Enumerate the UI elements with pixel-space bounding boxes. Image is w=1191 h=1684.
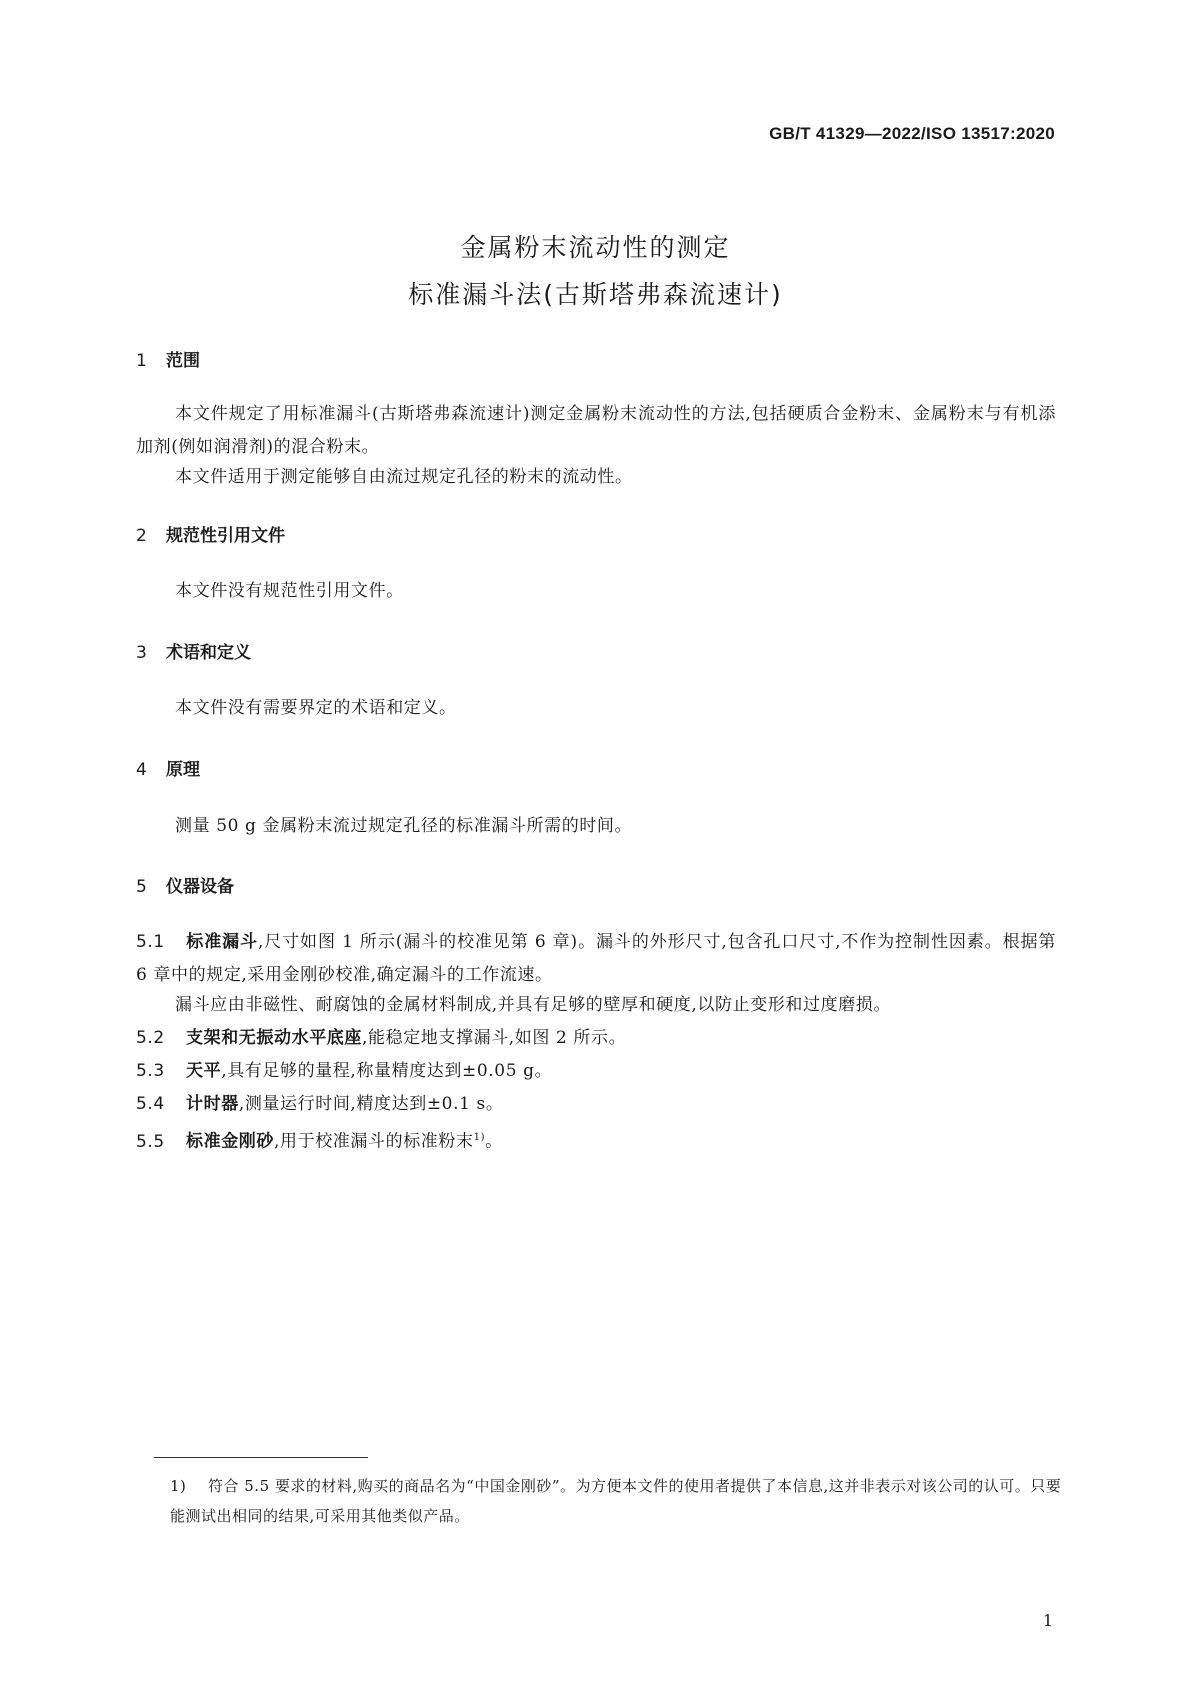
paragraph-principle: 测量 50 g 金属粉末流过规定孔径的标准漏斗所需的时间。 — [175, 816, 633, 836]
item-text: ,具有足够的量程,称量精度达到±0.05 g。 — [221, 1061, 553, 1081]
section-number: 2 — [136, 526, 147, 546]
item-5-2 — [136, 1022, 1056, 1055]
item-number: 5.4 — [136, 1094, 165, 1114]
standard-code: GB/T 41329—2022/ISO 13517:2020 — [769, 124, 1055, 143]
section-title: 范围 — [166, 351, 200, 371]
section-title: 规范性引用文件 — [166, 526, 285, 546]
section-number: 4 — [136, 760, 147, 780]
item-5-1 — [136, 926, 1056, 992]
item-5-5 — [136, 1121, 1056, 1159]
paragraph-scope-1: 本文件规定了用标准漏斗(古斯塔弗森流速计)测定金属粉末流动性的方法,包括硬质合金粉末、金属粉末与有机添加剂(例如润滑剂)的混合粉末。 — [136, 404, 1056, 457]
item-term: 标准漏斗 — [186, 932, 258, 952]
item-term: 支架和无振动水平底座 — [186, 1028, 362, 1048]
section-heading-1 — [136, 346, 200, 371]
page-number: 1 — [1042, 1611, 1053, 1630]
item-term: 标准金刚砂 — [186, 1131, 274, 1152]
section-number: 5 — [136, 877, 147, 897]
section-heading-2 — [136, 521, 285, 546]
document-title-line-2: 标准漏斗法(古斯塔弗森流速计) — [408, 280, 783, 309]
paragraph-terms: 本文件没有需要界定的术语和定义。 — [175, 698, 457, 718]
paragraph-item-5-1: 漏斗应由非磁性、耐腐蚀的金属材料制成,并具有足够的壁厚和硬度,以防止变形和过度磨损。 — [175, 995, 892, 1015]
footnote — [170, 1471, 1070, 1531]
section-title: 术语和定义 — [166, 643, 251, 663]
item-number: 5.3 — [136, 1061, 165, 1081]
item-text: ,尺寸如图 1 所示(漏斗的校准见第 6 章)。漏斗的外形尺寸,包含孔口尺寸,不作为控制性因素。根据第 6 章中的规定,采用金刚砂校准,确定漏斗的工作流速。 — [136, 932, 1056, 985]
paragraph-scope-2: 本文件适用于测定能够自由流过规定孔径的粉末的流动性。 — [175, 467, 633, 487]
section-number: 1 — [136, 351, 147, 371]
section-heading-5 — [136, 872, 234, 897]
item-term: 天平 — [186, 1061, 222, 1081]
footnote-divider — [154, 1457, 368, 1458]
item-text: ,用于校准漏斗的标准粉末 — [274, 1131, 474, 1152]
paragraph-normative-refs: 本文件没有规范性引用文件。 — [175, 581, 404, 601]
section-title: 仪器设备 — [166, 877, 234, 897]
item-number: 5.2 — [136, 1028, 165, 1048]
document-title-line-1: 金属粉末流动性的测定 — [460, 233, 731, 262]
item-text: ,测量运行时间,精度达到±0.1 s。 — [238, 1094, 504, 1114]
footnote-reference[interactable]: 1) — [473, 1132, 486, 1143]
footnote-text: 符合 5.5 要求的材料,购买的商品名为“中国金刚砂”。为方便本文件的使用者提供了本信息,这并非表示对该公司的认可。只要能测试出相同的结果,可采用其他类似产品。 — [170, 1477, 1062, 1525]
item-text: ,能稳定地支撑漏斗,如图 2 所示。 — [362, 1028, 627, 1048]
item-number: 5.1 — [136, 932, 165, 952]
section-heading-4 — [136, 755, 200, 780]
item-number: 5.5 — [136, 1131, 165, 1152]
section-number: 3 — [136, 643, 147, 663]
item-5-4 — [136, 1088, 1056, 1121]
item-text-tail: 。 — [485, 1131, 503, 1152]
item-5-3 — [136, 1055, 1056, 1088]
footnote-number: 1) — [170, 1477, 187, 1495]
item-term: 计时器 — [186, 1094, 239, 1114]
section-heading-3 — [136, 638, 251, 663]
section-title: 原理 — [166, 760, 200, 780]
